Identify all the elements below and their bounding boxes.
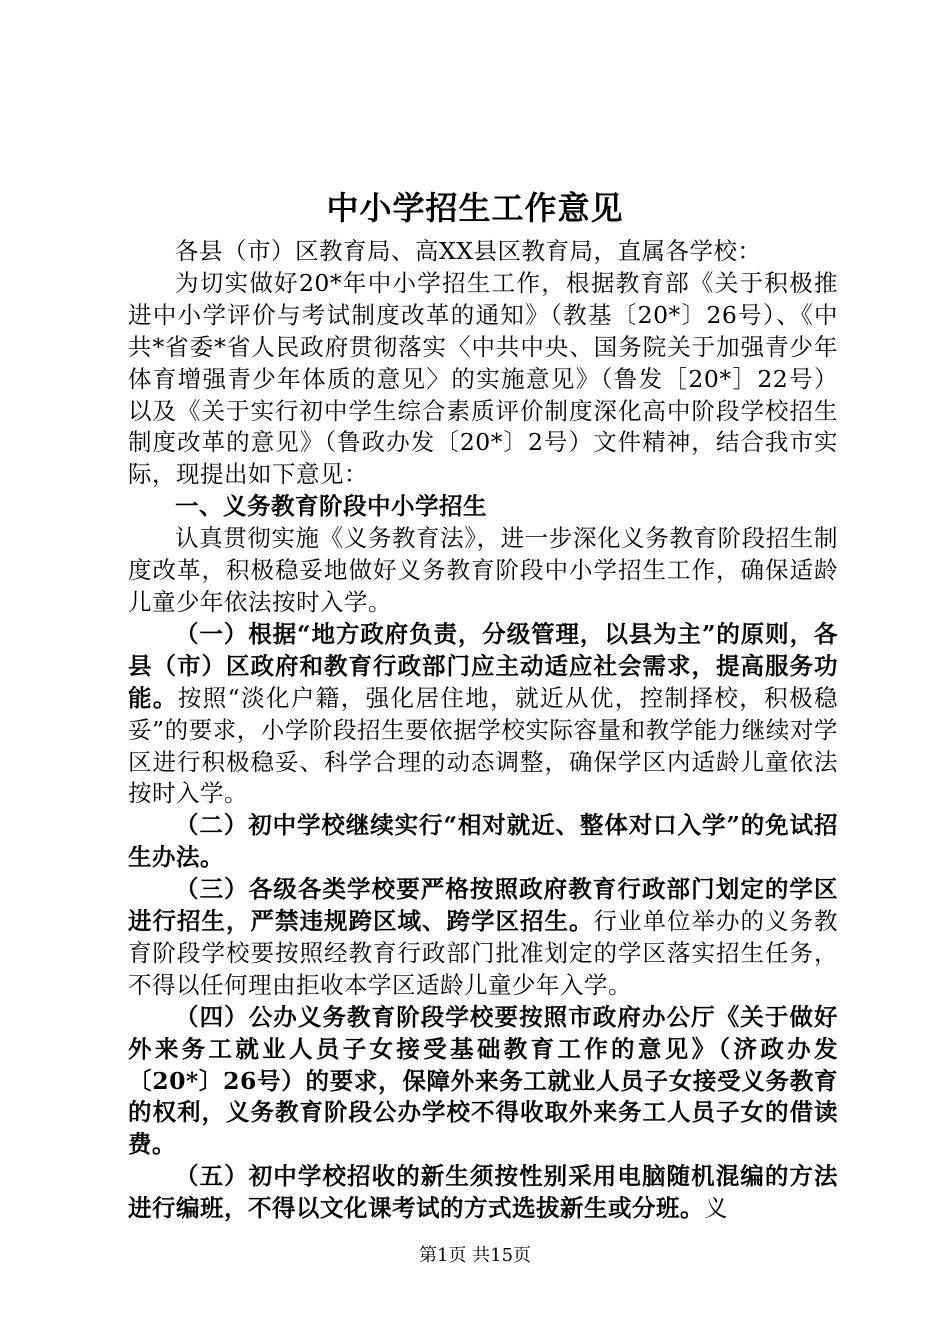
item-paragraph-5 — [128, 1161, 838, 1225]
item-paragraph-3 — [128, 874, 838, 1002]
item-5-bold: （五）初中学校招收的新生须按性别采用电脑随机混编的方法进行编班，不得以文化课考试的方式选拔新生或分班。 — [128, 1162, 838, 1223]
item-3-bold: （三）各级各类学校要严格按照政府教育行政部门划定的学区进行招生，严禁违规跨区域、跨学区招生。 — [128, 875, 838, 936]
salutation-paragraph: 各县（市）区教育局、高XX县区教育局，直属各学校： — [175, 237, 762, 265]
intro-paragraph: 为切实做好20*年中小学招生工作，根据教育部《关于积极推进中小学评价与考试制度改革的通知》（教基〔20*〕26号）、《中共*省委*省人民政府贯彻落实〈中共中央、国务院关于加强青少年体育增强青少年体质的意见〉的实施意见》（鲁发［20*］22号）以及《关于实行初中学生综合素质评价制度深化高中阶段学校招生制度改革的意见》（鲁政办发〔20*〕2号）文件精神，结合我市实际，现提出如下意见： — [128, 268, 838, 489]
item-2-bold: （二）初中学校继续实行“相对就近、整体对口入学”的免试招生办法。 — [128, 811, 838, 872]
item-3-text: 行业单位举办的义务教育阶段学校要按照经教育行政部门批准划定的学区落实招生任务，不得以任何理由拒收本学区适龄儿童少年入学。 — [128, 907, 838, 999]
section-heading: 一、义务教育阶段中小学招生 — [175, 492, 487, 521]
document-body — [128, 236, 838, 1225]
item-4-bold: （四）公办义务教育阶段学校要按照市政府办公厅《关于做好外来务工就业人员子女接受基础教育工作的意见》（济政办发〔20*〕26号）的要求，保障外来务工就业人员子女接受义务教育的权利，义务教育阶段公办学校不得收取外来务工人员子女的借读费。 — [128, 1002, 838, 1159]
document-title: 中小学招生工作意见 — [326, 189, 624, 227]
page-number-footer: 第1页 共15页 — [418, 1245, 532, 1266]
item-1-bold: （一）根据“地方政府负责，分级管理，以县为主”的原则，各县（市）区政府和教育行政部门应主动适应社会需求，提高服务功能。 — [128, 619, 838, 712]
section-intro-paragraph: 认真贯彻实施《义务教育法》，进一步深化义务教育阶段招生制度改革，积极稳妥地做好义务教育阶段中小学招生工作，确保适龄儿童少年依法按时入学。 — [128, 524, 838, 616]
item-paragraph-2 — [128, 810, 838, 874]
item-paragraph-1 — [128, 619, 838, 810]
item-paragraph-4 — [128, 1002, 838, 1162]
item-1-text: 按照“淡化户籍，强化居住地，就近从优，控制择校，积极稳妥”的要求，小学阶段招生要依据学校实际容量和教学能力继续对学区进行积极稳妥、科学合理的动态调整，确保学区内适龄儿童依法按时入学。 — [128, 683, 839, 808]
item-5-text: 义 — [704, 1194, 728, 1223]
